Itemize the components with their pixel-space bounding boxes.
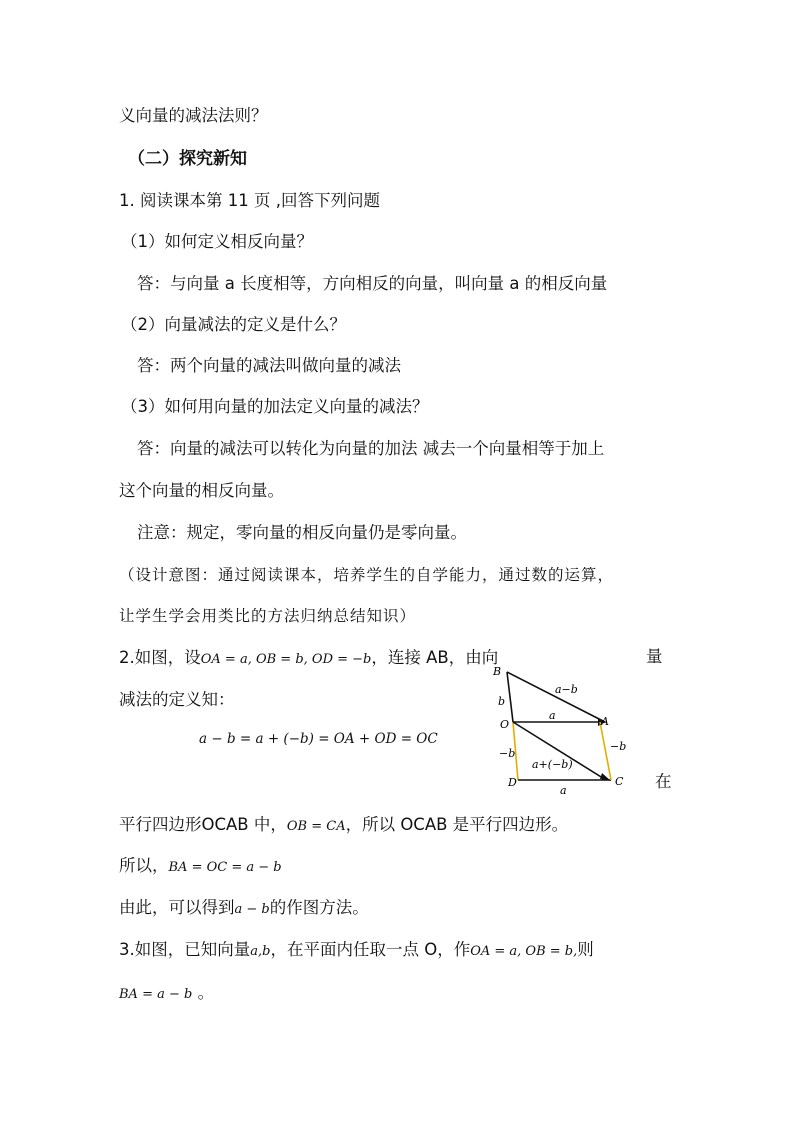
youci-suffix: 的作图方法。 (269, 898, 369, 917)
notice: 注意：规定，零向量的相反向量仍是零向量。 (137, 523, 467, 542)
therefore-line (119, 855, 282, 879)
p2-liang: 量 (646, 647, 663, 666)
label-neg-b-left: −b (499, 747, 516, 760)
vector-ob-line (507, 672, 513, 722)
youci-math: a − b (234, 902, 270, 917)
label-a-plus-neg-b: a+(−b) (532, 758, 573, 771)
point-b-label: B (493, 665, 502, 678)
section-heading: （二）探究新知 (128, 149, 247, 169)
para-math: OB = CA (286, 819, 346, 834)
answer-1-3b: 这个向量的相反向量。 (119, 481, 284, 500)
problem-2-line1 (119, 647, 498, 671)
suoyi-prefix: 所以， (119, 856, 169, 875)
question-1-2: （2）向量减法的定义是什么？ (121, 315, 346, 334)
p3-prefix: 3.如图，已知向量 (119, 940, 251, 959)
question-1-3: （3）如何用向量的加法定义向量的减法？ (121, 397, 429, 416)
parallelogram-line (119, 814, 568, 838)
design-intent-1: （设计意图：通过阅读课本，培养学生的自学能力，通过数的运算， (119, 566, 615, 584)
youci-prefix: 由此，可以得到 (119, 898, 235, 917)
zai-char: 在 (655, 772, 672, 791)
label-a-minus-b: a−b (555, 683, 578, 696)
label-a-bottom: a (560, 784, 567, 797)
p3-mid: ，在平面内任取一点 O，作 (270, 940, 471, 959)
para-prefix: 平行四边形OCAB 中， (119, 815, 287, 834)
label-b: b (498, 695, 506, 708)
problem-3-line2 (119, 982, 214, 1006)
construction-line (119, 897, 369, 921)
point-a-label: A (601, 715, 609, 728)
p3-suffix: 则 (577, 940, 594, 959)
subtraction-formula: a − b = a + (−b) = OA + OD = OC (199, 731, 438, 747)
label-neg-b-right: −b (610, 740, 627, 753)
p2-prefix: 2.如图，设 (119, 648, 201, 667)
line-intro: 义向量的减法法则？ (119, 106, 268, 125)
suoyi-math: BA = OC = a − b (168, 860, 282, 875)
label-a-top: a (549, 709, 556, 722)
answer-1-1: 答：与向量 a 长度相等，方向相反的向量，叫向量 a 的相反向量 (137, 274, 608, 293)
question-1-title: 1. 阅读课本第 11 页 ,回答下列问题 (119, 191, 380, 210)
answer-1-3a: 答：向量的减法可以转化为向量的加法 减去一个向量相等于加上 (137, 439, 605, 458)
vector-ba-line (507, 672, 605, 722)
parallelogram-diagram (490, 660, 640, 800)
p3-math1: a,b (250, 944, 271, 959)
answer-1-2: 答：两个向量的减法叫做向量的减法 (137, 356, 401, 375)
p2-suffix: ，连接 AB，由向 (371, 648, 499, 667)
vector-oc-line (513, 722, 606, 780)
para-suffix: ，所以 OCAB 是平行四边形。 (345, 815, 569, 834)
design-intent-2: 让学生学会用类比的方法归纳总结知识） (119, 607, 417, 625)
question-1-1: （1）如何定义相反向量？ (121, 232, 313, 251)
problem-3-line1 (119, 939, 594, 963)
point-d-label: D (508, 776, 517, 789)
point-o-label: O (500, 718, 510, 731)
p3-last-suffix: 。 (192, 983, 215, 1002)
point-c-label: C (615, 775, 624, 788)
p3-math2: OA = a, OB = b, (470, 944, 578, 959)
p3-last-math: BA = a − b (119, 987, 193, 1002)
p2-math: OA = a, OB = b, OD = −b (200, 652, 372, 667)
problem-2-line2: 减法的定义知： (119, 690, 235, 709)
